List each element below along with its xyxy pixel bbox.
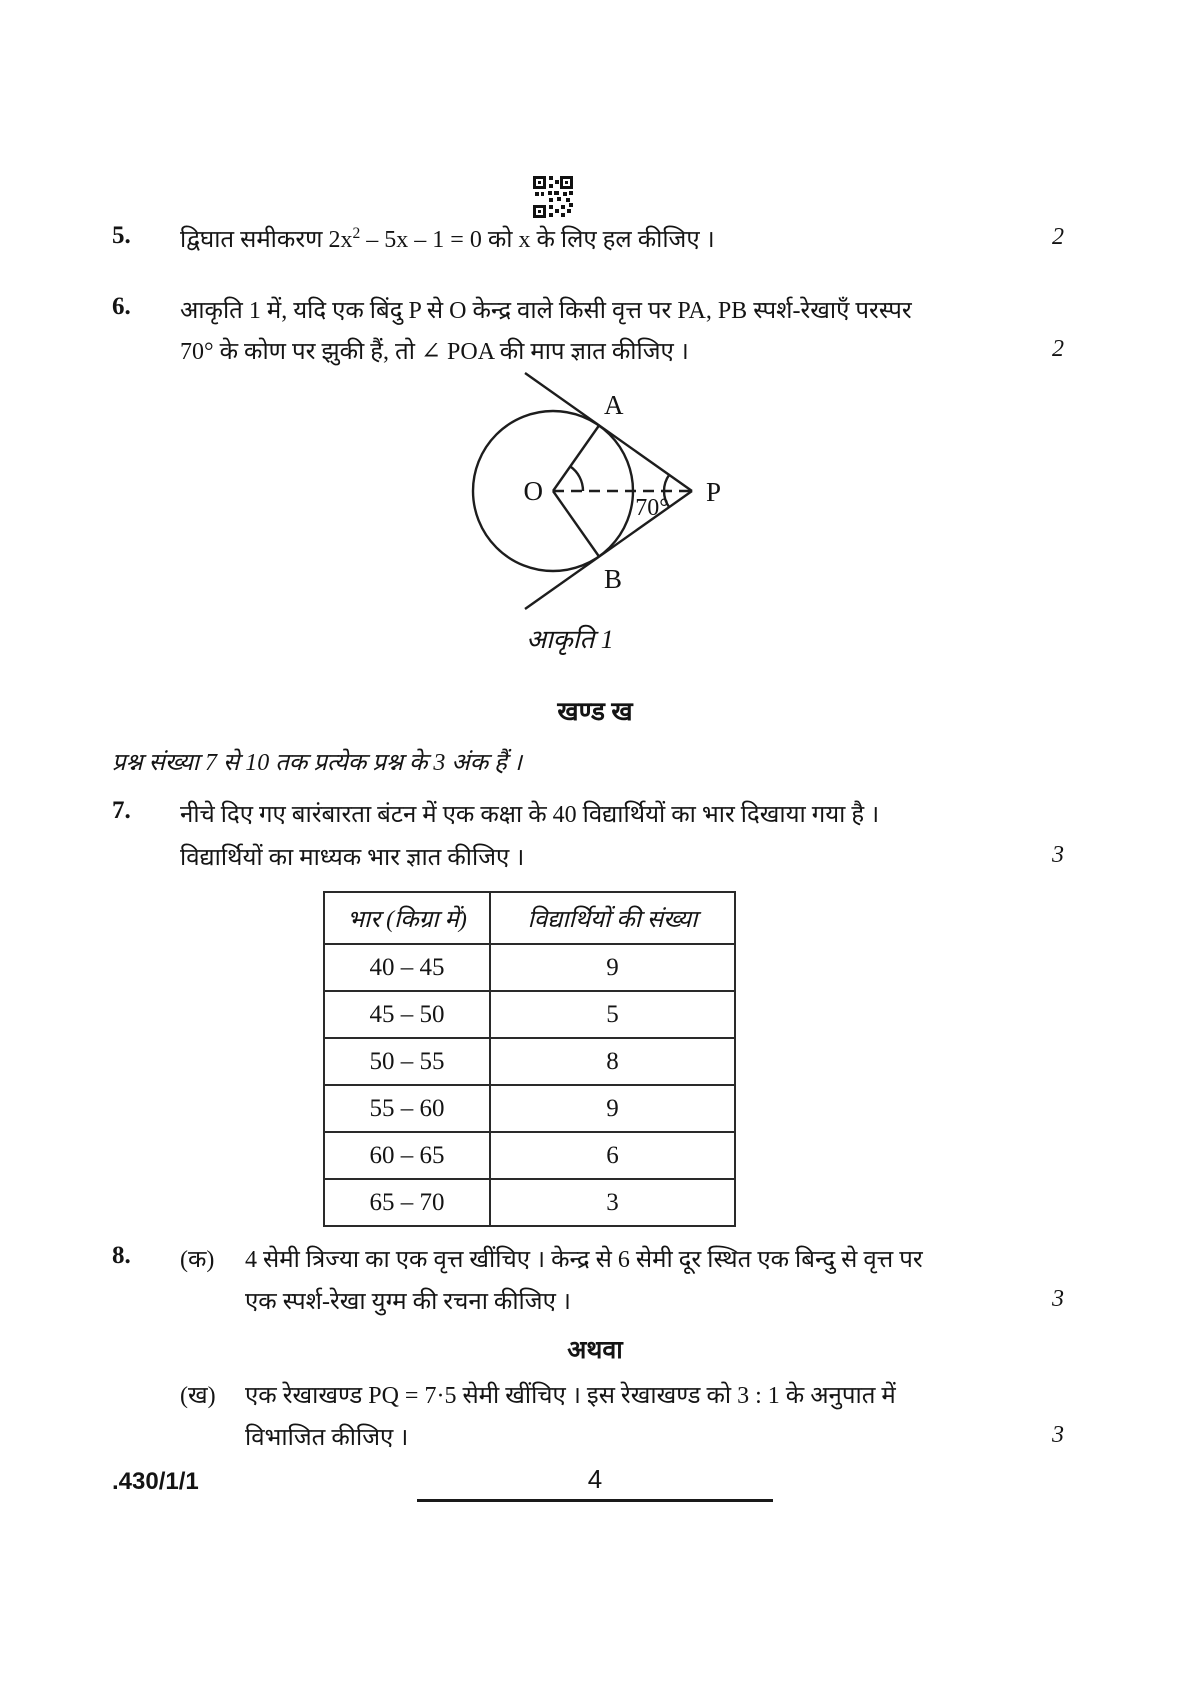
question-6-text-line1: आकृति 1 में, यदि एक बिंदु P से O केन्द्र वाले किसी वृत्त पर PA, PB स्पर्श-रेखाएँ परस्पर <box>180 298 912 324</box>
question-7-text-line1: नीचे दिए गए बारंबारता बंटन में एक कक्षा के 40 विद्यार्थियों का भार दिखाया गया है । <box>180 802 880 828</box>
table-row <box>324 1179 735 1226</box>
question-7-number: 7. <box>112 797 131 824</box>
weight-class-cell: 45 – 50 <box>324 991 490 1038</box>
label-o: O <box>523 476 543 506</box>
question-5-exponent: 2 <box>352 225 361 242</box>
question-8b-text-line1: एक रेखाखण्ड PQ = 7·5 सेमी खींचिए । इस रेखाखण्ड को 3 : 1 के अनुपात में <box>245 1383 896 1409</box>
question-8a-text-line2: एक स्पर्श-रेखा युग्म की रचना कीजिए । <box>245 1289 571 1315</box>
label-b: B <box>604 564 623 594</box>
question-6-text-line2: 70° के कोण पर झुकी हैं, तो ∠ POA की माप ज्ञात कीजिए । <box>180 339 689 365</box>
question-8a-text-line1: 4 सेमी त्रिज्या का एक वृत्त खींचिए । केन्द्र से 6 सेमी दूर स्थित एक बिन्दु से वृत्त पर <box>245 1247 923 1273</box>
question-5-number: 5. <box>112 222 131 249</box>
label-angle-70: 70° <box>635 495 669 521</box>
question-8a-marks: 3 <box>1052 1286 1064 1312</box>
weight-class-cell: 65 – 70 <box>324 1179 490 1226</box>
figure-1-caption: आकृति 1 <box>526 625 614 654</box>
weight-class-cell: 55 – 60 <box>324 1085 490 1132</box>
student-count-cell: 6 <box>490 1132 735 1179</box>
table-row <box>324 1085 735 1132</box>
weight-class-cell: 40 – 45 <box>324 944 490 991</box>
table-row <box>324 944 735 991</box>
footer-divider <box>417 1499 773 1502</box>
question-8b-marks: 3 <box>1052 1422 1064 1448</box>
figure-1-tangent-circle <box>400 360 740 615</box>
student-count-cell: 5 <box>490 991 735 1038</box>
student-count-cell: 9 <box>490 1085 735 1132</box>
weight-class-cell: 50 – 55 <box>324 1038 490 1085</box>
label-p: P <box>706 477 722 507</box>
student-count-cell: 8 <box>490 1038 735 1085</box>
question-8-number: 8. <box>112 1242 131 1269</box>
question-8b-label: (ख) <box>180 1383 216 1409</box>
qr-code-icon <box>533 176 573 218</box>
question-6-marks: 2 <box>1052 336 1064 362</box>
table-row <box>324 1038 735 1085</box>
student-count-cell: 9 <box>490 944 735 991</box>
student-count-cell: 3 <box>490 1179 735 1226</box>
question-5-text-pre: द्विघात समीकरण 2x <box>180 227 353 253</box>
frequency-table <box>323 891 736 1227</box>
question-7-marks: 3 <box>1052 842 1064 868</box>
question-6-number: 6. <box>112 293 131 320</box>
radius-ob <box>553 491 599 557</box>
angle-arc-o <box>570 466 583 491</box>
page-number: 4 <box>587 1464 603 1494</box>
question-5-text <box>180 222 715 255</box>
section-b-heading: खण्ड ख <box>557 697 633 726</box>
or-separator: अथवा <box>567 1337 623 1364</box>
question-5-text-post: – 5x – 1 = 0 को x के लिए हल कीजिए । <box>360 227 715 253</box>
question-7-text-line2: विद्यार्थियों का माध्यक भार ज्ञात कीजिए । <box>180 845 525 871</box>
question-8a-label: (क) <box>180 1247 215 1273</box>
table-row <box>324 991 735 1038</box>
table-header-students: विद्यार्थियों की संख्या <box>490 892 735 944</box>
radius-oa <box>553 426 599 492</box>
weight-class-cell: 60 – 65 <box>324 1132 490 1179</box>
question-5-marks: 2 <box>1052 224 1064 250</box>
table-header-weight: भार (किग्रा में) <box>324 892 490 944</box>
label-a: A <box>604 390 624 420</box>
section-b-instruction: प्रश्न संख्या 7 से 10 तक प्रत्येक प्रश्न के 3 अंक हैं । <box>112 750 522 776</box>
table-row <box>324 1132 735 1179</box>
question-8b-text-line2: विभाजित कीजिए । <box>245 1425 409 1451</box>
paper-code: .430/1/1 <box>112 1468 199 1495</box>
